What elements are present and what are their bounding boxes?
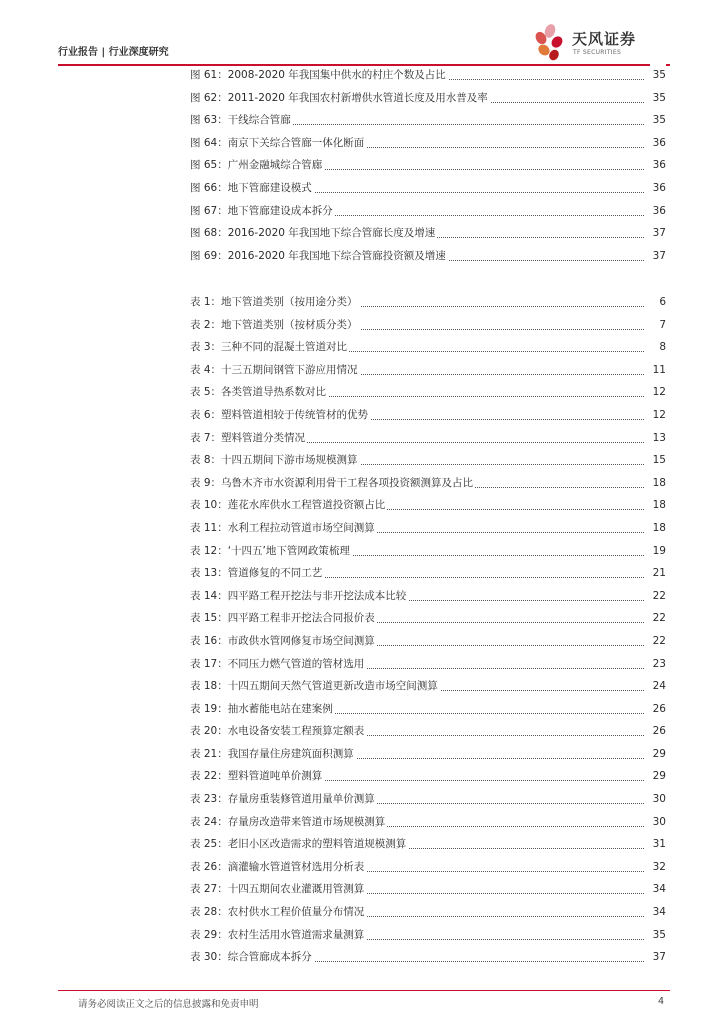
figure-entry-page: 36 [650,200,666,223]
report-category: 行业报告 | 行业深度研究 [58,47,169,58]
table-entry-label: 表 30：综合管廊成本拆分 [190,951,312,964]
table-entry-label: 表 6：塑料管道相较于传统管材的优势 [190,408,369,421]
table-entry[interactable] [190,675,666,698]
table-entry[interactable] [190,517,666,540]
table-entry-label: 表 16：市政供水管网修复市场空间测算 [190,634,375,647]
table-entry-label: 表 13：管道修复的不同工艺 [190,567,323,580]
table-entry[interactable] [190,856,666,879]
table-entry-label: 表 21：我国存量住房建筑面积测算 [190,747,354,760]
table-entry-page: 15 [650,449,666,472]
table-entry[interactable] [190,585,666,608]
table-entry[interactable] [190,698,666,721]
table-entry-page: 21 [650,562,666,585]
table-entry[interactable] [190,291,666,314]
table-entry-page: 18 [650,494,666,517]
table-entry-page: 34 [650,878,666,901]
table-entry-label: 表 4：十三五期间钢管下游应用情况 [190,363,358,376]
table-entry-label: 表 18：十四五期间天然气管道更新改造市场空间测算 [190,680,438,693]
table-entry[interactable] [190,494,666,517]
table-entry[interactable] [190,924,666,947]
table-entry[interactable] [190,562,666,585]
figure-entry-label: 图 66：地下管廊建设模式 [190,181,312,194]
table-entry-page: 8 [656,336,666,359]
figure-entry-label: 图 62：2011-2020 年我国农村新增供水管道长度及用水普及率 [190,91,488,104]
table-entry-page: 13 [650,427,666,450]
table-entry-label: 表 3：三种不同的混凝土管道对比 [190,341,348,354]
figure-entry-label: 图 65：广州金融城综合管廊 [190,159,323,172]
table-entry-page: 26 [650,720,666,743]
table-entry-label: 表 7：塑料管道分类情况 [190,431,306,444]
table-entry-page: 12 [650,381,666,404]
figure-entry-label: 图 63：干线综合管廊 [190,114,291,127]
table-entry[interactable] [190,540,666,563]
table-entry-label: 表 9：乌鲁木齐市水资源利用骨干工程各项投资额测算及占比 [190,476,474,489]
table-entry-label: 表 1：地下管道类别（按用途分类） [190,296,358,308]
table-entry-page: 30 [650,811,666,834]
logo-english-name: TF SECURITIES [573,49,622,56]
table-entry-label: 表 25：老旧小区改造需求的塑料管道规模测算 [190,838,407,851]
table-entry[interactable] [190,901,666,924]
table-entry-page: 37 [650,946,666,969]
table-entry-page: 7 [656,314,666,337]
table-entry[interactable] [190,607,666,630]
figure-entry-label: 图 69：2016-2020 年我国地下综合管廊投资额及增速 [190,249,446,262]
figure-entry-page: 35 [650,87,666,110]
table-entry[interactable] [190,946,666,969]
table-entry-page: 22 [650,607,666,630]
table-entry-page: 22 [650,630,666,653]
table-entry-label: 表 22：塑料管道吨单价测算 [190,770,323,783]
table-entry-label: 表 23：存量房重装修管道用量单价测算 [190,793,375,806]
figure-entry[interactable] [190,109,666,132]
table-entry-label: 表 15：四平路工程非开挖法合同报价表 [190,612,375,625]
figure-entry[interactable] [190,64,666,87]
table-entry-page: 19 [650,540,666,563]
table-entry-label: 表 26：滴灌输水管道管材选用分析表 [190,860,365,873]
table-entry-label: 表 29：农村生活用水管道需求量测算 [190,928,365,941]
table-entry[interactable] [190,336,666,359]
table-entry-page: 26 [650,698,666,721]
table-entry-page: 32 [650,856,666,879]
figure-entry[interactable] [190,132,666,155]
table-entry[interactable] [190,427,666,450]
logo-chinese-name: 天风证券 [572,30,637,48]
figure-entry[interactable] [190,87,666,110]
table-entry-page: 24 [650,675,666,698]
figure-entry[interactable] [190,222,666,245]
figure-entry-page: 36 [650,132,666,155]
table-entry[interactable] [190,404,666,427]
table-entry-label: 表 8：十四五期间下游市场规模测算 [190,454,358,467]
table-entry-page: 22 [650,585,666,608]
table-entry[interactable] [190,811,666,834]
page-number: 4 [657,996,664,1007]
table-entry-label: 表 2：地下管道类别（按材质分类） [190,318,358,331]
table-entry[interactable] [190,743,666,766]
table-entry-label: 表 10：莲花水库供水工程管道投资额占比 [190,499,386,512]
table-entry-page: 34 [650,901,666,924]
figure-entry[interactable] [190,177,666,200]
figure-entry[interactable] [190,154,666,177]
table-entry-page: 12 [650,404,666,427]
table-entry-page: 29 [650,743,666,766]
table-entry[interactable] [190,720,666,743]
table-entry-page: 18 [650,517,666,540]
figure-entry-page: 35 [650,109,666,132]
figures-index [190,64,666,267]
figure-entry-page: 37 [650,245,666,268]
figure-entry[interactable] [190,245,666,268]
table-entry[interactable] [190,472,666,495]
table-entry[interactable] [190,314,666,337]
table-entry[interactable] [190,449,666,472]
figure-entry-page: 36 [650,177,666,200]
page-header [58,22,670,62]
table-entry-label: 表 5：各类管道导热系数对比 [190,386,327,399]
table-entry-label: 表 24：存量房改造带来管道市场规模测算 [190,815,386,828]
table-entry[interactable] [190,381,666,404]
table-entry-label: 表 14：四平路工程开挖法与非开挖法成本比较 [190,589,407,602]
table-entry[interactable] [190,630,666,653]
table-entry-label: 表 12：‘十四五’地下管网政策梳理 [190,544,350,557]
table-entry[interactable] [190,359,666,382]
table-entry-label: 表 17：不同压力燃气管道的管材选用 [190,657,365,670]
table-entry-page: 6 [656,291,666,314]
figure-entry-label: 图 61：2008-2020 年我国集中供水的村庄个数及占比 [190,69,446,81]
table-entry-page: 23 [650,653,666,676]
table-entry-label: 表 27：十四五期间农业灌溉用管测算 [190,883,365,896]
figure-entry-page: 37 [650,222,666,245]
table-entry-page: 30 [650,788,666,811]
company-logo [520,22,670,62]
table-entry-page: 35 [650,924,666,947]
table-entry[interactable] [190,653,666,676]
table-entry[interactable] [190,765,666,788]
tables-index [190,291,666,969]
table-entry-label: 表 19：抽水蓄能电站在建案例 [190,702,333,715]
table-entry[interactable] [190,833,666,856]
disclaimer-text: 请务必阅读正文之后的信息披露和免责申明 [78,999,259,1010]
figure-entry-label: 图 68：2016-2020 年我国地下综合管廊长度及增速 [190,227,436,240]
table-entry-page: 11 [650,359,666,382]
table-entry[interactable] [190,788,666,811]
table-entry[interactable] [190,878,666,901]
figure-entry-page: 35 [650,64,666,87]
table-entry-page: 18 [650,472,666,495]
figure-entry[interactable] [190,200,666,223]
table-entry-label: 表 28：农村供水工程价值量分布情况 [190,906,365,919]
figure-entry-label: 图 67：地下管廊建设成本拆分 [190,204,333,217]
table-entry-label: 表 11：水利工程拉动管道市场空间测算 [190,521,375,534]
figure-entry-label: 图 64：南京下关综合管廊一体化断面 [190,136,365,149]
logo-flower-icon [530,22,566,62]
table-entry-label: 表 20：水电设备安装工程预算定额表 [190,725,365,738]
table-entry-page: 31 [650,833,666,856]
figure-entry-page: 36 [650,154,666,177]
table-entry-page: 29 [650,765,666,788]
footer-divider [58,990,670,991]
